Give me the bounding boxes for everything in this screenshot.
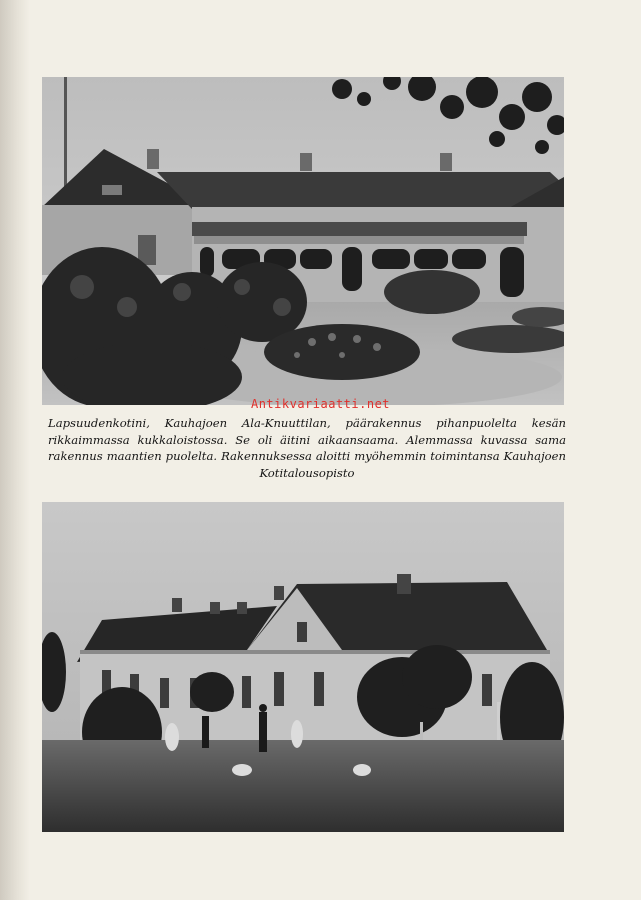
photo-caption: Lapsuudenkotini, Kauhajoen Ala-Knuuttilan, päärakennus pihanpuolelta kesän rikkaimmassa kukkaloistossa. Se oli äitini aikaansaama. Alemmassa kuvassa sama rakennus maantien puolelta. Rakennuksessa aloitti myöhemmin toimintansa Kauhajoen Kotitalousopisto: [48, 416, 566, 480]
book-spine-shadow: [0, 0, 30, 900]
photo-house-roadside: [42, 502, 564, 832]
watermark-text: Antikvariaatti.net: [250, 397, 391, 411]
photo-house-courtyard: [42, 77, 564, 405]
